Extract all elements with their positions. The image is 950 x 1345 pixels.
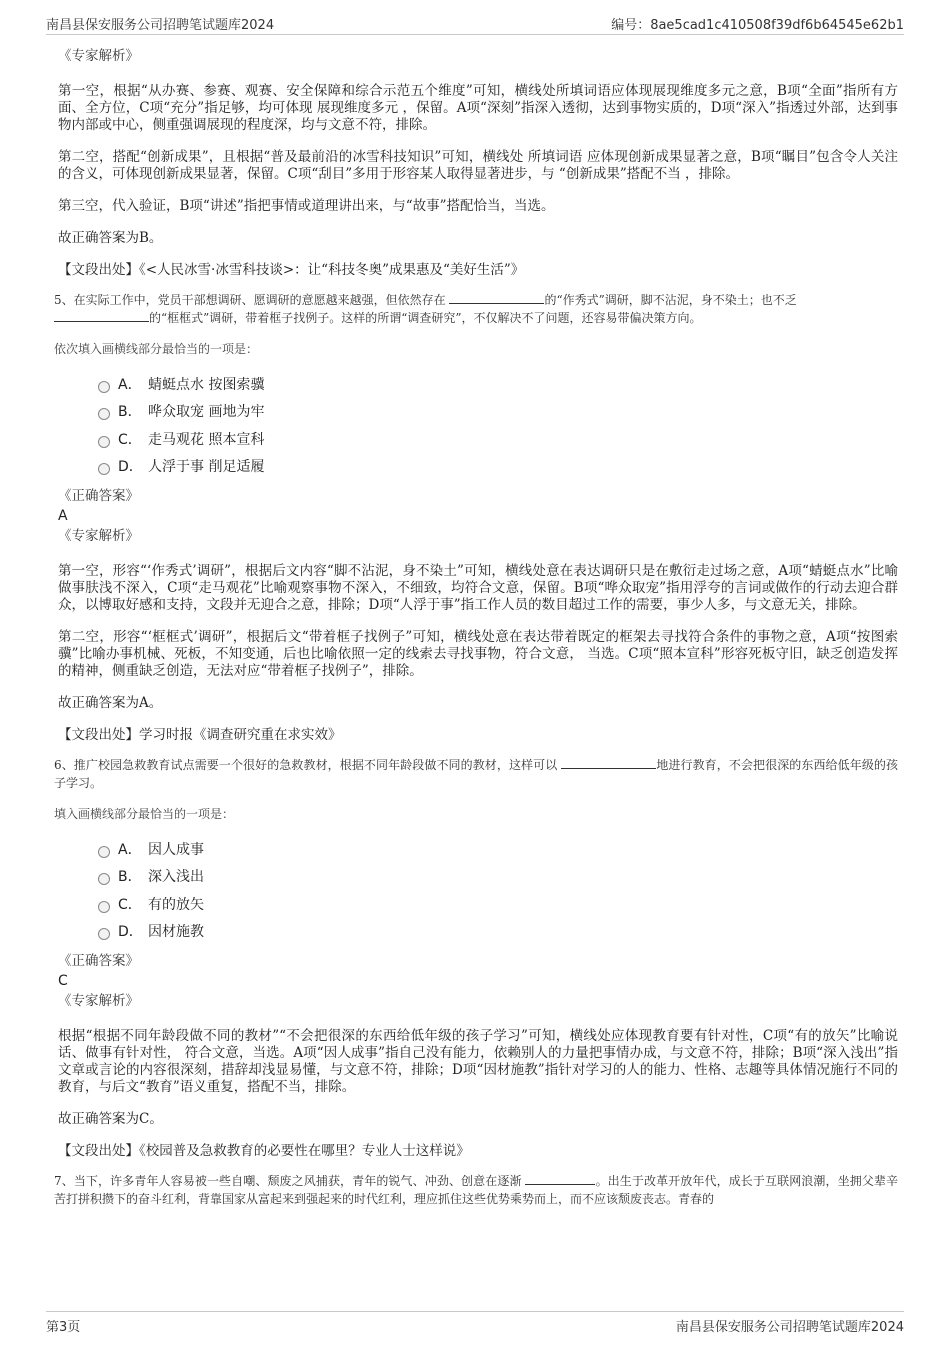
q5-instruction: 依次填入画横线部分最恰当的一项是： xyxy=(54,342,259,356)
page-content xyxy=(54,44,898,1208)
q5-blank-1 xyxy=(449,291,544,304)
expert-analysis-label: 《专家解析》 xyxy=(58,48,139,64)
q6-question: 6、推广校园急救教育试点需要一个很好的急救教材，根据不同年龄段做不同的教材，这样可以 地进行教育，不会把很深的东西给低年级的孩子学习。 xyxy=(54,758,898,790)
q4-source: 【文段出处】《<人民冰雪·冰雪科技谈>：让“科技冬奥”成果惠及“美好生活”》 xyxy=(58,262,525,278)
q5-options xyxy=(98,370,898,480)
header-title: 南昌县保安服务公司招聘笔试题库2024 xyxy=(46,18,275,33)
q6-analysis-p1: 根据“根据不同年龄段做不同的教材”“不会把很深的东西给低年级的孩子学习”可知，横线处应体现教育要有针对性，C项“有的放矢”比喻说话、做事有针对性， 符合文意，当选。A项“因人成事”指自己没有能力，依赖别人的力量把事情办成，与文意不符，排除；B项“深入浅出”指文章或言论的内容很深刻，措辞却浅显易懂，与文意不符，排除；D项“因材施教”指针对学习的人的能力、性格、志趣等具体情况施行不同的教育，与后文“教育”语义重复，搭配不当，排除。 xyxy=(58,1028,898,1095)
q5-analysis-p2: 第二空，形容“‘框框式’调研”，根据后文“带着框子找例子”可知，横线处意在表达带着既定的框架去寻找符合条件的事物之意，A项“按图索骥”比喻办事机械、死板，不知变通，后也比喻依照一定的线索去寻找事物，符合文意， 当选。C项“照本宣科”形容死板守旧，缺乏创造发挥的精神，侧重缺乏创造，无法对应“带着框子找例子”，排除。 xyxy=(58,629,898,679)
radio-icon[interactable] xyxy=(98,873,110,885)
q6-instruction: 填入画横线部分最恰当的一项是： xyxy=(54,807,235,821)
q5-option-a[interactable]: A． 蜻蜓点水 按图索骥 xyxy=(98,370,898,398)
q6-blank xyxy=(561,756,656,769)
q5-question: 5、在实际工作中，党员干部想调研、愿调研的意愿越来越强，但依然存在 的“作秀式”调研，脚不沾泥，身不染土；也不乏 的“框框式”调研，带着框子找例子。这样的所谓“调查研究”，不仅解决不了问题，还容易带偏决策方向。 xyxy=(54,293,797,325)
q6-answer: C xyxy=(58,973,68,989)
page-header xyxy=(46,14,904,35)
radio-icon[interactable] xyxy=(98,901,110,913)
q5-correct-label: 《正确答案》 xyxy=(58,488,139,504)
q6-expert-label: 《专家解析》 xyxy=(58,993,139,1009)
q5-source: 【文段出处】学习时报《调查研究重在求实效》 xyxy=(58,727,342,743)
q5-analysis-p1: 第一空，形容“‘作秀式’调研”，根据后文内容“脚不沾泥，身不染土”可知，横线处意在表达调研只是在敷衍走过场之意，A项“蜻蜓点水”比喻做事肤浅不深入，C项“走马观花”比喻观察事物不深入，不细致，均符合文意，保留。B项“哗众取宠”指用浮夸的言词或做作的行动去迎合群众，以博取好感和支持，文段并无迎合之意，排除；D项“人浮于事”指工作人员的数目超过工作的需要，事少人多，与文意无关，排除。 xyxy=(58,563,898,613)
radio-icon[interactable] xyxy=(98,463,110,475)
q6-option-c[interactable]: C． 有的放矢 xyxy=(98,890,898,918)
q5-answer: A xyxy=(58,508,68,524)
q6-option-b[interactable]: B． 深入浅出 xyxy=(98,863,898,891)
q5-option-d[interactable]: D． 人浮于事 削足适履 xyxy=(98,453,898,481)
q5-option-c[interactable]: C． 走马观花 照本宣科 xyxy=(98,425,898,453)
radio-icon[interactable] xyxy=(98,408,110,420)
q4-analysis-p1: 第一空，根据“从办赛、参赛、观赛、安全保障和综合示范五个维度”可知，横线处所填词语应体现展现维度多元之意，B项“全面”指所有方面、全方位，C项“充分”指足够，均可体现 展现维度多元 ，保留。A项“深刻”指深入透彻，达到事物实质的，D项“深入”指透过外部，达到事物内部或中心，侧重强调展现的程度深，均与文意不符，排除。 xyxy=(58,83,898,133)
radio-icon[interactable] xyxy=(98,846,110,858)
q5-conclusion: 故正确答案为A。 xyxy=(58,695,163,711)
radio-icon[interactable] xyxy=(98,436,110,448)
q5-expert-label: 《专家解析》 xyxy=(58,528,139,544)
q4-conclusion: 故正确答案为B。 xyxy=(58,230,163,246)
q6-option-d[interactable]: D． 因材施教 xyxy=(98,918,898,946)
q4-analysis-p2: 第二空，搭配“创新成果”，且根据“普及最前沿的冰雪科技知识”可知，横线处 所填词语 应体现创新成果显著之意，B项“瞩目”包含令人关注的含义，可体现创新成果显著，保留。C项“刮目”多用于形容某人取得显著进步，与 “创新成果”搭配不当 ，排除。 xyxy=(58,149,898,182)
footer-page-number: 第3页 xyxy=(46,1320,81,1335)
q6-conclusion: 故正确答案为C。 xyxy=(58,1111,163,1127)
radio-icon[interactable] xyxy=(98,928,110,940)
radio-icon[interactable] xyxy=(98,381,110,393)
q6-options xyxy=(98,835,898,945)
q5-option-b[interactable]: B． 哗众取宠 画地为牢 xyxy=(98,398,898,426)
q4-analysis-p3: 第三空，代入验证，B项“讲述”指把事情或道理讲出来，与“故事”搭配恰当，当选。 xyxy=(58,198,555,214)
q6-source: 【文段出处】《校园普及急救教育的必要性在哪里？专业人士这样说》 xyxy=(58,1143,470,1159)
q6-option-a[interactable]: A． 因人成事 xyxy=(98,835,898,863)
q7-blank xyxy=(525,1172,595,1185)
q6-correct-label: 《正确答案》 xyxy=(58,953,139,969)
header-code: 编号：8ae5cad1c410508f39df6b64545e62b1 xyxy=(611,18,904,33)
footer-title: 南昌县保安服务公司招聘笔试题库2024 xyxy=(675,1320,904,1335)
q7-question: 7、当下，许多青年人容易被一些自嘲、颓废之风捕获，青年的锐气、冲劲、创意在逐渐 。出生于改革开放年代，成长于互联网浪潮，坐拥父辈辛苦打拼积攒下的奋斗红利，背靠国家从富起来到强起来的时代红利，理应抓住这些优势乘势而上，而不应该颓废丧志。青春的 xyxy=(54,1174,898,1206)
page-footer xyxy=(46,1311,904,1334)
q5-blank-2 xyxy=(54,309,149,322)
